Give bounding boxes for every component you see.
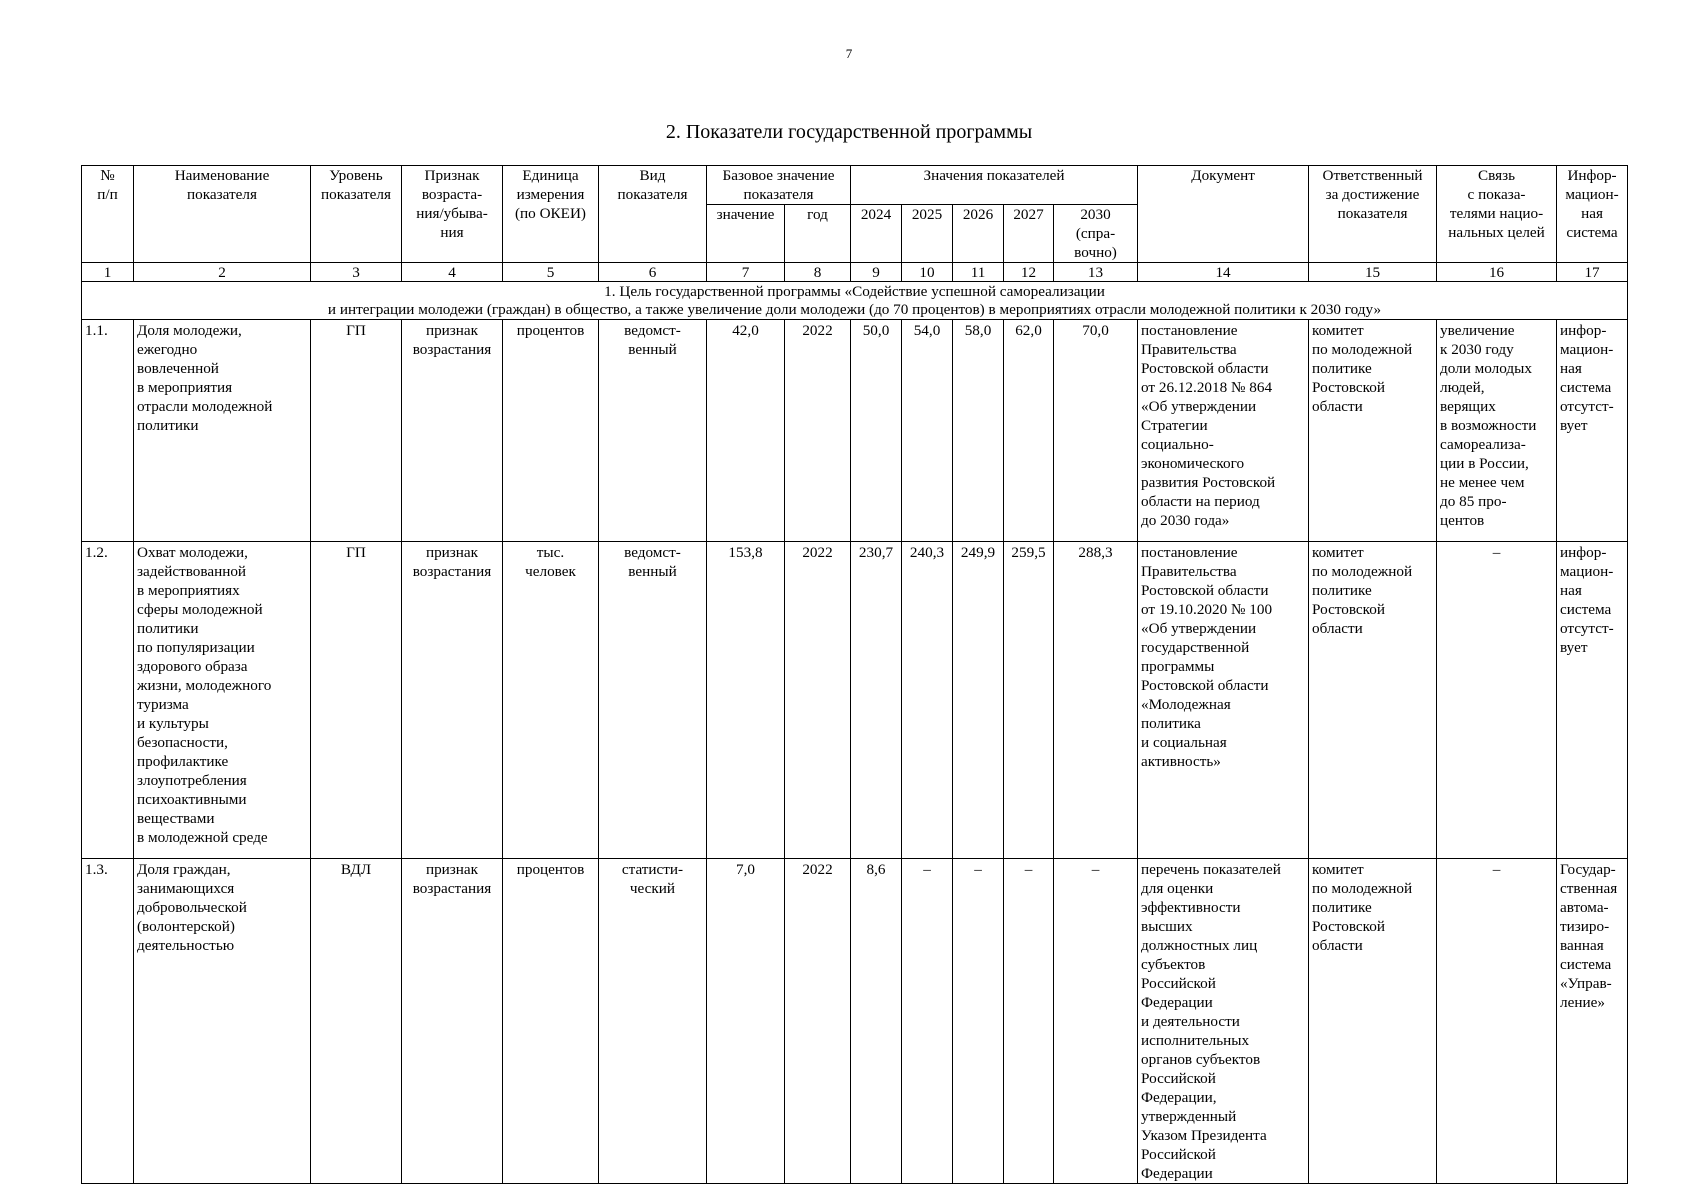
page-title: 2. Показатели государственной программы <box>665 121 1033 143</box>
row-value-2026: 249,9 <box>953 542 1004 859</box>
row-trend: признак возрастания <box>402 542 503 859</box>
row-value-2030: 288,3 <box>1054 542 1138 859</box>
column-number: 4 <box>402 263 503 282</box>
column-numbers-row <box>82 263 1628 282</box>
indicators-table <box>81 165 1628 1184</box>
header-trend: Признак возраста- ния/убыва- ния <box>402 166 503 263</box>
column-number: 6 <box>599 263 707 282</box>
column-number: 12 <box>1004 263 1054 282</box>
row-value-2024: 8,6 <box>851 859 902 1184</box>
row-responsible: комитет по молодежной политике Ростовской области <box>1309 859 1437 1184</box>
header-responsible: Ответственный за достижение показателя <box>1309 166 1437 263</box>
header-year-2030: 2030 (спра- вочно) <box>1054 205 1138 263</box>
row-name: Доля молодежи, ежегодно вовлеченной в мероприятия отрасли молодежной политики <box>134 320 311 542</box>
header-year-2025: 2025 <box>902 205 953 263</box>
header-no: № п/п <box>82 166 134 263</box>
header-year-2026: 2026 <box>953 205 1004 263</box>
header-info: Инфор- мацион- ная система <box>1557 166 1628 263</box>
header-unit: Единица измерения (по ОКЕИ) <box>503 166 599 263</box>
row-value-2025: 240,3 <box>902 542 953 859</box>
table-row <box>82 859 1628 1184</box>
header-document: Документ <box>1138 166 1309 263</box>
column-number: 1 <box>82 263 134 282</box>
row-link: – <box>1437 542 1557 859</box>
goal-row <box>82 282 1628 320</box>
header-link: Связь с показа- телями нацио- нальных целей <box>1437 166 1557 263</box>
row-base-value: 7,0 <box>707 859 785 1184</box>
row-no: 1.2. <box>82 542 134 859</box>
row-level: ГП <box>311 542 402 859</box>
column-number: 2 <box>134 263 311 282</box>
row-base-value: 42,0 <box>707 320 785 542</box>
column-number: 8 <box>785 263 851 282</box>
header-type: Вид показателя <box>599 166 707 263</box>
header-base-value: значение <box>707 205 785 263</box>
row-info: инфор- мацион- ная система отсутст- вует <box>1557 542 1628 859</box>
row-base-year: 2022 <box>785 320 851 542</box>
row-value-2024: 230,7 <box>851 542 902 859</box>
row-base-year: 2022 <box>785 859 851 1184</box>
row-unit: тыс. человек <box>503 542 599 859</box>
row-info: инфор- мацион- ная система отсутст- вует <box>1557 320 1628 542</box>
row-value-2025: – <box>902 859 953 1184</box>
row-value-2026: 58,0 <box>953 320 1004 542</box>
table-row <box>82 320 1628 542</box>
header-base: Базовое значение показателя <box>707 166 851 205</box>
header-year-2027: 2027 <box>1004 205 1054 263</box>
column-number: 13 <box>1054 263 1138 282</box>
row-no: 1.1. <box>82 320 134 542</box>
row-document: перечень показателей для оценки эффективности высших должностных лиц субъектов Российской Федерации и деятельности исполнительных органов субъектов Российской Федерации, утвержденный Указом Президента Российской Федерации <box>1138 859 1309 1184</box>
header-base-year: год <box>785 205 851 263</box>
row-type: ведомст- венный <box>599 542 707 859</box>
page-number: 7 <box>845 46 853 61</box>
header-level: Уровень показателя <box>311 166 402 263</box>
row-trend: признак возрастания <box>402 320 503 542</box>
column-number: 17 <box>1557 263 1628 282</box>
column-number: 14 <box>1138 263 1309 282</box>
column-number: 5 <box>503 263 599 282</box>
header-year-2024: 2024 <box>851 205 902 263</box>
header-values: Значения показателей <box>851 166 1138 205</box>
row-base-value: 153,8 <box>707 542 785 859</box>
column-number: 10 <box>902 263 953 282</box>
row-value-2027: 62,0 <box>1004 320 1054 542</box>
table-row <box>82 542 1628 859</box>
program-goal: 1. Цель государственной программы «Содействие успешной самореализации и интеграции молодежи (граждан) в общество, а также увеличение доли молодежи (до 70 процентов) в мероприятиях отрасли молодежной политики к 2030 году» <box>82 282 1628 320</box>
row-value-2027: – <box>1004 859 1054 1184</box>
row-level: ВДЛ <box>311 859 402 1184</box>
row-type: ведомст- венный <box>599 320 707 542</box>
row-value-2027: 259,5 <box>1004 542 1054 859</box>
row-value-2030: – <box>1054 859 1138 1184</box>
column-number: 3 <box>311 263 402 282</box>
row-no: 1.3. <box>82 859 134 1184</box>
row-name: Доля граждан, занимающихся добровольческой (волонтерской) деятельностью <box>134 859 311 1184</box>
row-value-2026: – <box>953 859 1004 1184</box>
row-link: – <box>1437 859 1557 1184</box>
row-base-year: 2022 <box>785 542 851 859</box>
row-name: Охват молодежи, задействованной в мероприятиях сферы молодежной политики по популяризации здорового образа жизни, молодежного туризма и культуры безопасности, профилактике злоупотребления психоактивными веществами в молодежной среде <box>134 542 311 859</box>
row-value-2025: 54,0 <box>902 320 953 542</box>
row-document: постановление Правительства Ростовской области от 19.10.2020 № 100 «Об утверждении государственной программы Ростовской области «Молодежная политика и социальная активность» <box>1138 542 1309 859</box>
column-number: 7 <box>707 263 785 282</box>
row-value-2024: 50,0 <box>851 320 902 542</box>
row-unit: процентов <box>503 320 599 542</box>
row-value-2030: 70,0 <box>1054 320 1138 542</box>
column-number: 16 <box>1437 263 1557 282</box>
row-unit: процентов <box>503 859 599 1184</box>
column-number: 11 <box>953 263 1004 282</box>
column-number: 9 <box>851 263 902 282</box>
row-document: постановление Правительства Ростовской области от 26.12.2018 № 864 «Об утверждении Стратегии социально- экономического развития Ростовской области на период до 2030 года» <box>1138 320 1309 542</box>
header-name: Наименование показателя <box>134 166 311 263</box>
column-number: 15 <box>1309 263 1437 282</box>
row-responsible: комитет по молодежной политике Ростовской области <box>1309 320 1437 542</box>
row-info: Государ- ственная автома- тизиро- ванная система «Управ- ление» <box>1557 859 1628 1184</box>
row-trend: признак возрастания <box>402 859 503 1184</box>
row-type: статисти- ческий <box>599 859 707 1184</box>
table-header <box>82 166 1628 263</box>
row-level: ГП <box>311 320 402 542</box>
row-responsible: комитет по молодежной политике Ростовской области <box>1309 542 1437 859</box>
row-link: увеличение к 2030 году доли молодых людей, верящих в возможности самореализа- ции в России, не менее чем до 85 про- центов <box>1437 320 1557 542</box>
